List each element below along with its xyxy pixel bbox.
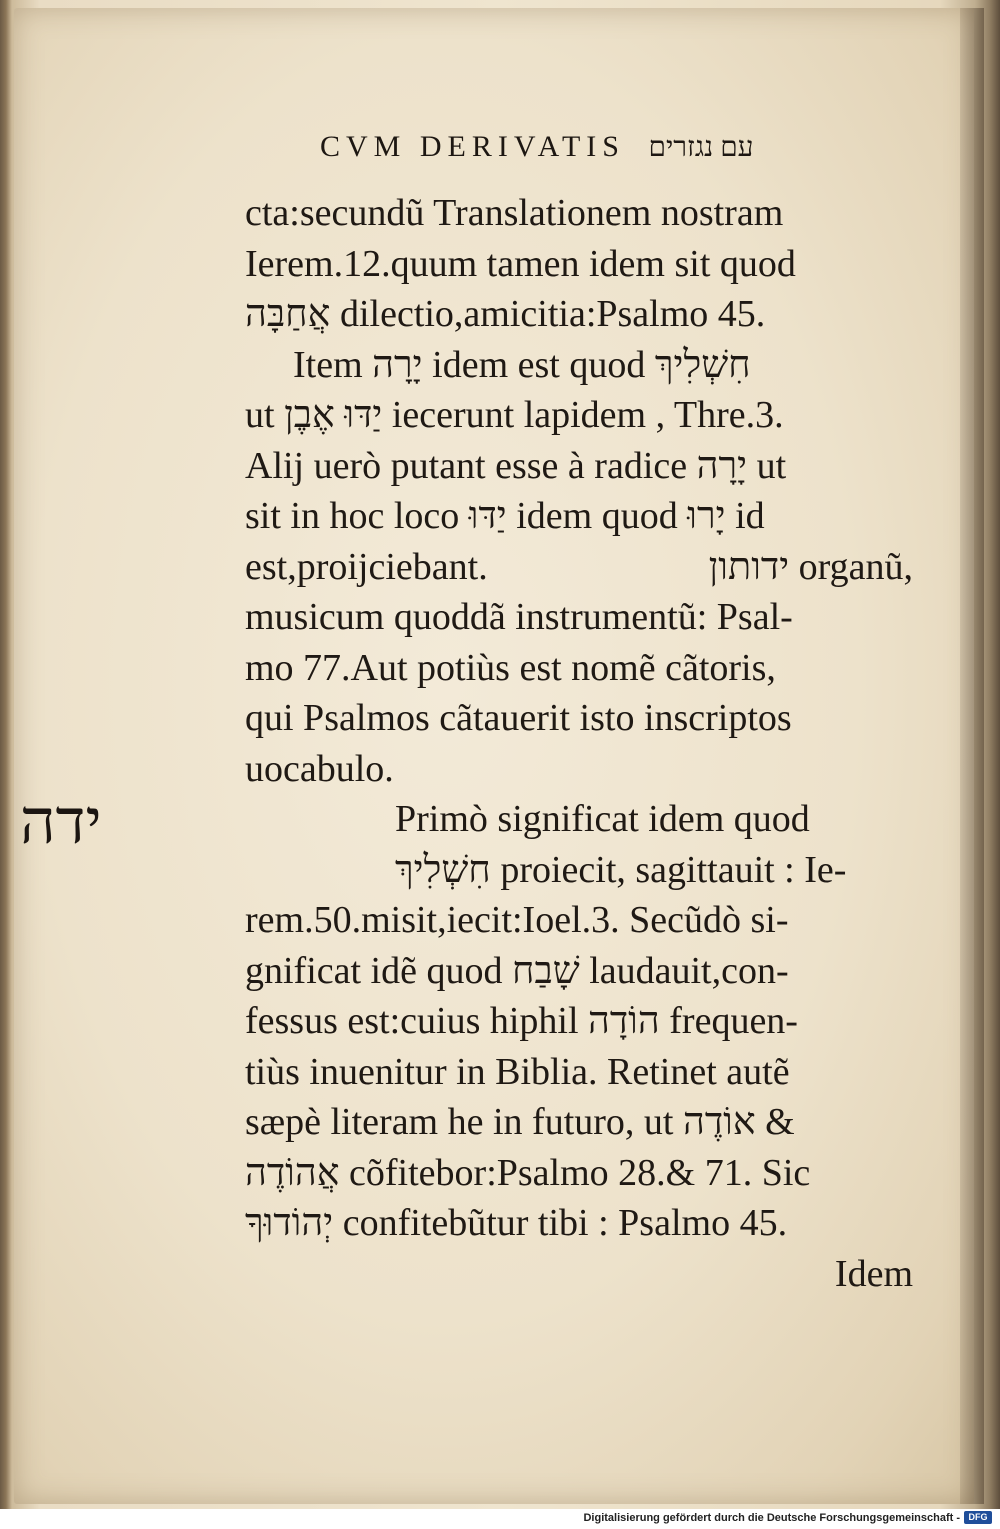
text-line: fessus est:cuius hiphil הוֹדָה frequen-: [245, 1000, 798, 1042]
text-line: gnificat idẽ quod שָׁבַח laudauit,con-: [245, 949, 789, 992]
running-head-latin: CVM DERIVATIS: [320, 130, 625, 163]
running-head: [320, 130, 860, 170]
text-line: qui Psalmos cãtauerit isto inscriptos: [245, 697, 792, 739]
text-line: rem.50.misit,iecit:Ioel.3. Secũdò si-: [245, 899, 789, 941]
dfg-logo: DFG: [964, 1511, 992, 1524]
text-line: ut יַדּוּ אֶבֶן iecerunt lapidem , Thre.3.: [245, 394, 784, 436]
text-line-left: est,proijciebant.: [245, 545, 488, 588]
page-edge-shadow: [960, 8, 984, 1504]
text-line: sit in hoc loco יַדּוּ idem quod יָרוּ id: [245, 495, 765, 537]
body-text: [245, 188, 945, 1299]
text-line-split: [245, 542, 945, 593]
text-line: sæpè literam he in futuro, ut אוֹדֶה &: [245, 1101, 795, 1143]
text-line: אֲהוֹדֶה cõfitebor:Psalmo 28.& 71. Sic: [245, 1151, 811, 1194]
text-line: uocabulo.: [245, 747, 394, 790]
text-line: mo 77.Aut potiùs est nomẽ cãtoris,: [245, 646, 776, 689]
funding-credit: Digitalisierung gefördert durch die Deutsche Forschungsgemeinschaft -: [583, 1512, 960, 1524]
catchword: Idem: [834, 1252, 913, 1295]
text-line-right: ידותון organũ,: [708, 545, 913, 588]
decorated-initial-hebrew: ידה: [20, 785, 102, 858]
text-line: יְהוֹדוּךָ confitebũtur tibi : Psalmo 45.: [245, 1202, 788, 1244]
text-line: musicum quoddã instrumentũ: Psal-: [245, 596, 793, 638]
text-line: חִשְׁלִיךְ proiecit, sagittauit : Ie-: [395, 848, 847, 891]
text-line: tiùs inuenitur in Biblia. Retinet autẽ: [245, 1050, 790, 1093]
text-line: אֲחַבָּה dilectio,amicitia:Psalmo 45.: [245, 293, 766, 335]
text-line: Primò significat idem quod: [395, 798, 810, 840]
text-line: cta:secundũ Translationem nostram: [245, 192, 784, 234]
text-line: Alij uerò putant esse à radice יָרָה ut: [245, 444, 787, 487]
text-line: Item יָרָה idem est quod חִשְׁלִיךְ: [293, 343, 751, 386]
text-line: Ierem.12.quum tamen idem sit quod: [245, 242, 796, 285]
running-head-hebrew: עם נגזרים: [648, 132, 754, 163]
